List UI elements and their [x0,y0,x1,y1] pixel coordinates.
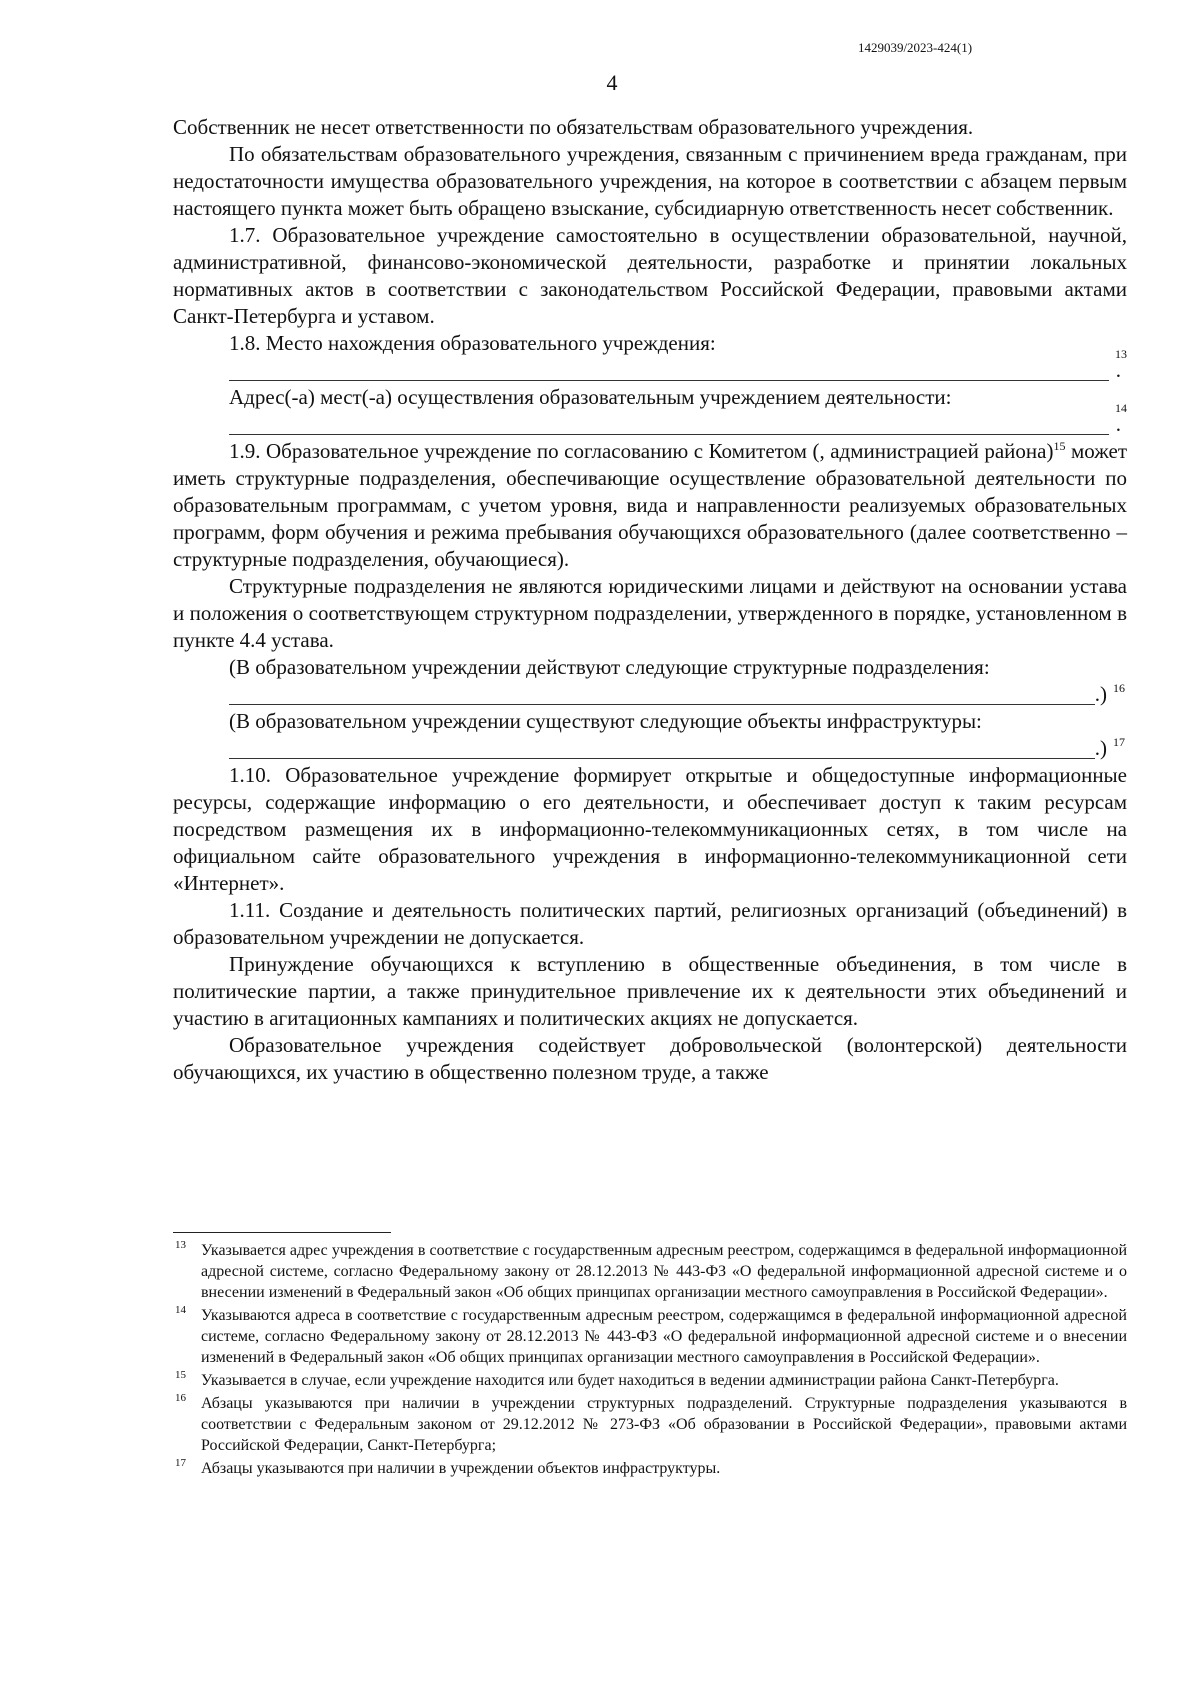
footnote-text: Абзацы указываются при наличии в учреждении структурных подразделений. Структурные подразделения указываются в соответствии с Федеральным законом от 29.12.2012 № 273-ФЗ «Об образовании в Российской Федерации», правовыми актами Российской Федерации, Санкт-Петербурга; [201,1395,1127,1454]
paragraph-text: может иметь структурные подразделения, обеспечивающие осуществление образовательной деятельности по образовательным программам, с учетом уровня, вида и направленности реализуемых образовательных программ, форм обучения и режима пребывания обучающихся образовательного (далее соответственно – структурные подразделения, обучающиеся). [173,439,1127,571]
underline [229,380,1109,381]
paragraph-1-7: 1.7. Образовательное учреждение самостоятельно в осуществлении образовательной, научной, административной, финансово-экономической деятельности, разработке и принятии локальных нормативных актов в соответствии с законодательством Российской Федерации, правовыми актами Санкт-Петербурга и уставом. [173,223,1127,328]
footnote-mark: 15 [175,1369,186,1381]
underline [229,704,1095,705]
footnote-ref: 14 [1115,401,1127,415]
paragraph-infrastructure: (В образовательном учреждении существуют следующие объекты инфраструктуры: [229,709,982,733]
paragraph-1-11: 1.11. Создание и деятельность политических партий, религиозных организаций (объединений) в образовательном учреждении не допускается. [173,898,1127,949]
footnote [173,1458,1127,1479]
footnote-text: Указывается адрес учреждения в соответствие с государственным адресным реестром, содержащимся в федеральной информационной адресной системе, согласно Федеральному закону от 28.12.2013 № 443-ФЗ «О федеральной информационной адресной системе и о внесении изменений в Федеральный закон «Об общих принципах организации местного самоуправления в Российской Федерации». [201,1242,1127,1301]
paragraph: Структурные подразделения не являются юридическими лицами и действуют на основании устава и положения о соответствующем структурном подразделении, утвержденного в порядке, установленном в пункте 4.4 устава. [173,574,1127,652]
blank-terminator: . [1115,358,1121,382]
footnote-text: Абзацы указываются при наличии в учреждении объектов инфраструктуры. [201,1460,721,1477]
paragraph-text: 1.9. Образовательное учреждение по согласованию с Комитетом (, администрацией района) [229,439,1054,463]
blank-terminator: .) [1094,736,1107,760]
footnote-mark: 14 [175,1304,186,1316]
paragraph: Образовательное учреждения содействует добровольческой (волонтерской) деятельности обучающихся, их участию в общественно полезном труде, а также [173,1033,1127,1084]
paragraph-address-activity: Адрес(-а) мест(-а) осуществления образовательным учреждением деятельности: [229,385,952,409]
footnote-ref: 16 [1113,681,1125,695]
document-body [173,114,1127,1086]
footnote [173,1240,1127,1303]
paragraph: Собственник не несет ответственности по обязательствам образовательного учреждения. [173,115,974,139]
footnote [173,1370,1127,1391]
footnote [173,1305,1127,1368]
footnote-mark: 13 [175,1239,186,1251]
paragraph-1-8: 1.8. Место нахождения образовательного учреждения: [229,331,716,355]
document-number: 1429039/2023-424(1) [857,40,973,55]
paragraph-structural-units: (В образовательном учреждении действуют следующие структурные подразделения: [229,655,990,679]
footnote-text: Указываются адреса в соответствие с государственным адресным реестром, содержащимся в федеральной информационной адресной системе, согласно Федеральному закону от 28.12.2013 № 443-ФЗ «О федеральной информационной адресной системе и о внесении изменений в Федеральный закон «Об общих принципах организации местного самоуправления в Российской Федерации». [201,1307,1127,1366]
infrastructure-blank-line [229,735,1127,762]
page-number: 4 [606,70,618,95]
footnote-ref: 15 [1053,439,1066,453]
structural-units-blank-line [229,681,1127,708]
underline [229,434,1109,435]
blank-terminator: .) [1094,682,1107,706]
footnote-text: Указывается в случае, если учреждение находится или будет находиться в ведении администрации района Санкт-Петербурга. [201,1372,1059,1389]
address-blank-line [229,347,1127,384]
paragraph: По обязательствам образовательного учреждения, связанным с причинением вреда гражданам, при недостаточности имущества образовательного учреждения, на которое в соответствии с абзацем первым настоящего пункта может быть обращено взыскание, субсидиарную ответственность несет собственник. [173,142,1127,220]
footnotes [173,1240,1127,1481]
footnote-ref: 13 [1115,347,1127,361]
paragraph: Принуждение обучающихся к вступлению в общественные объединения, в том числе в политические партии, а также принудительное привлечение их к деятельности этих объединений и участию в агитационных кампаниях и политических акциях не допускается. [173,952,1127,1030]
footnote-ref: 17 [1113,735,1125,749]
footnote-separator [173,1232,391,1233]
paragraph-1-9 [173,438,1127,573]
underline [229,758,1095,759]
footnote-mark: 17 [175,1457,186,1469]
blank-terminator: . [1115,412,1121,436]
footnote [173,1393,1127,1456]
activity-address-blank-line [229,401,1127,438]
footnote-mark: 16 [175,1392,186,1404]
paragraph-1-10: 1.10. Образовательное учреждение формирует открытые и общедоступные информационные ресурсы, содержащие информацию о его деятельности, и обеспечивает доступ к таким ресурсам посредством размещения их в информационно-телекоммуникационных сетях, в том числе на официальном сайте образовательного учреждения в информационно-телекоммуникационной сети «Интернет». [173,763,1127,895]
